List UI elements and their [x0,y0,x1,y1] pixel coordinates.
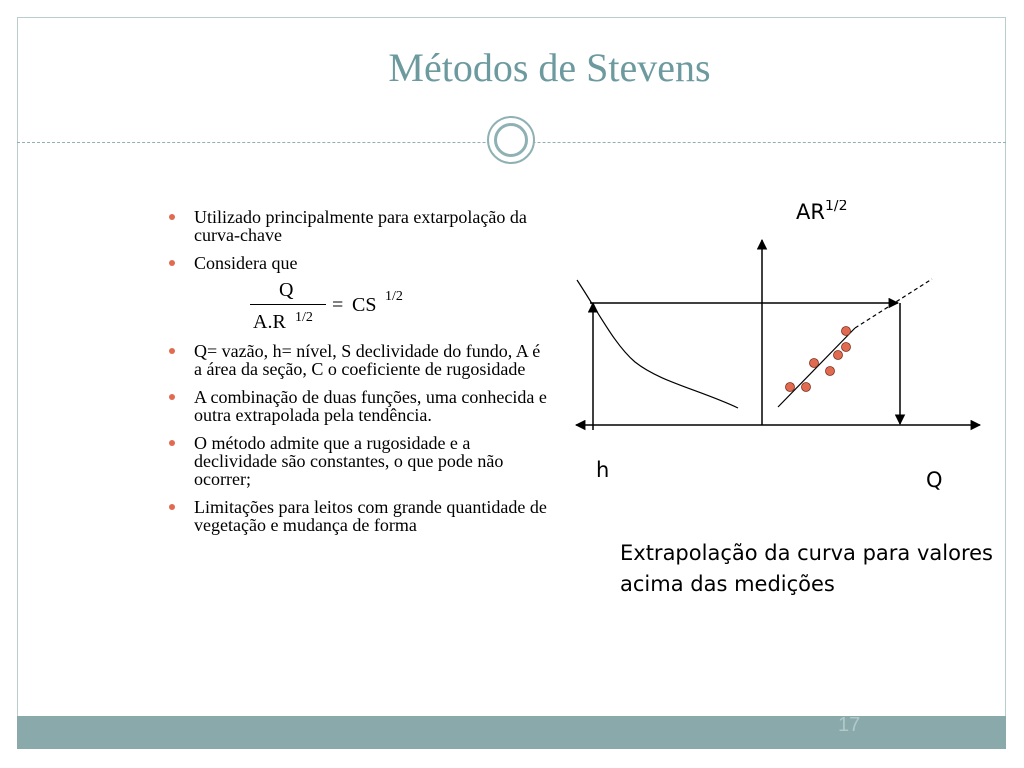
data-point [842,327,851,336]
bullet-item: Limitações para leitos com grande quantidade de vegetação e mudança de forma [168,498,548,534]
bullet-item: A combinação de duas funções, uma conhecida e outra extrapolada pela tendência. [168,388,548,424]
bullet-item: Considera que [168,254,548,272]
fit-line-solid [778,328,855,407]
bullet-list [168,208,548,544]
data-point [802,383,811,392]
rating-curve [577,280,738,408]
bullet-item: Q= vazão, h= nível, S declividade do fundo, A é a área da seção, C o coeficiente de rugosidade [168,342,548,378]
formula-equals: = [332,294,344,316]
slide-title: Métodos de Stevens [388,45,711,90]
fraction-bar [250,304,326,305]
bullet-item: O método admite que a rugosidade e a declividade são constantes, o que pode não ocorrer; [168,434,548,488]
formula-denominator-exponent: 1/2 [295,310,313,325]
data-point [834,351,843,360]
diagram-caption: Extrapolação da curva para valores acima das medições [620,541,993,596]
decorative-ring-icon [487,116,535,164]
bullet-item: Utilizado principalmente para extarpolação da curva-chave [168,208,548,244]
data-point [786,383,795,392]
data-point [842,343,851,352]
h-label: h [596,458,610,482]
data-point [810,359,819,368]
data-point [826,367,835,376]
formula-rhs-base: CS [352,294,377,316]
page-number: 17 [838,714,861,736]
ar-axis-label: $AR^{1/2}$ [796,200,848,224]
formula-denominator-base: A.R [253,311,286,333]
formula-rhs-exponent: 1/2 [385,289,403,304]
stevens-diagram [560,200,1000,520]
manning-formula [168,278,548,336]
formula-numerator: Q [279,279,294,301]
q-label: Q [926,468,943,492]
